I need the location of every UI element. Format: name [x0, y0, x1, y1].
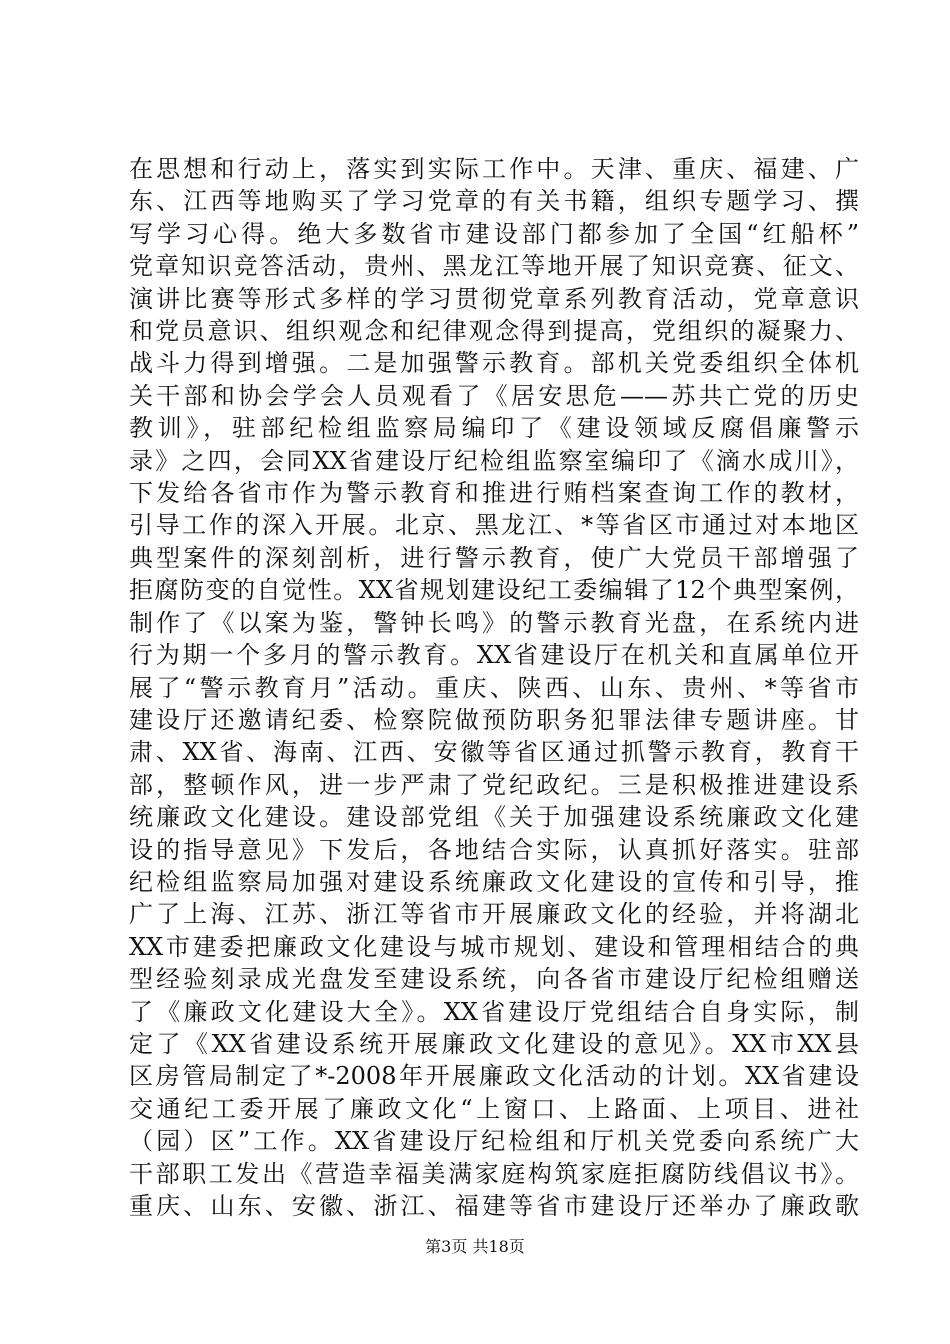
text-line: 拒腐防变的自觉性。XX省规划建设纪工委编辑了12个典型案例， — [129, 576, 859, 605]
text-line: 展了“警示教育月”活动。重庆、陕西、山东、贵州、*等省市 — [129, 673, 859, 702]
text-line: 型经验刻录成光盘发至建设系统，向各省市建设厅纪检组赠送 — [129, 965, 859, 994]
text-line: 了《廉政文化建设大全》。XX省建设厅党组结合自身实际，制 — [129, 997, 859, 1026]
text-line: 下发给各省市作为警示教育和推进行贿档案查询工作的教材， — [129, 479, 859, 508]
text-line: 典型案件的深刻剖析，进行警示教育，使广大党员干部增强了 — [129, 543, 859, 572]
text-line: 党章知识竞答活动，贵州、黑龙江等地开展了知识竞赛、征文、 — [129, 252, 859, 281]
text-line: 设的指导意见》下发后，各地结合实际，认真抓好落实。驻部 — [129, 835, 859, 864]
text-line: 引导工作的深入开展。北京、黑龙江、*等省区市通过对本地区 — [129, 511, 859, 540]
text-line: 演讲比赛等形式多样的学习贯彻党章系列教育活动，党章意识 — [129, 284, 859, 313]
text-line: XX市建委把廉政文化建设与城市规划、建设和管理相结合的典 — [129, 932, 859, 961]
text-line: 写学习心得。绝大多数省市建设部门都参加了全国“红船杯” — [129, 219, 859, 248]
text-line: 关干部和协会学会人员观看了《居安思危——苏共亡党的历史 — [129, 381, 859, 410]
text-line: 和党员意识、组织观念和纪律观念得到提高，党组织的凝聚力、 — [129, 317, 859, 346]
text-line: 纪检组监察局加强对建设系统廉政文化建设的宣传和引导，推 — [129, 867, 859, 896]
text-line: 东、江西等地购买了学习党章的有关书籍，组织专题学习、撰 — [129, 187, 859, 216]
text-line: 建设厅还邀请纪委、检察院做预防职务犯罪法律专题讲座。甘 — [129, 705, 859, 734]
page-footer: 第3页 共18页 — [425, 1237, 525, 1256]
text-line: 部，整顿作风，进一步严肃了党纪政纪。三是积极推进建设系 — [129, 770, 859, 799]
text-line: 重庆、山东、安徽、浙江、福建等省市建设厅还举办了廉政歌 — [129, 1192, 859, 1220]
text-line: 战斗力得到增强。二是加强警示教育。部机关党委组织全体机 — [129, 349, 859, 378]
text-line: 在思想和行动上，落实到实际工作中。天津、重庆、福建、广 — [129, 155, 859, 183]
text-line: 制作了《以案为鉴，警钟长鸣》的警示教育光盘，在系统内进 — [129, 608, 859, 637]
body-paragraph — [129, 153, 859, 1222]
text-line: 行为期一个多月的警示教育。XX省建设厅在机关和直属单位开 — [129, 641, 859, 670]
text-line: 交通纪工委开展了廉政文化“上窗口、上路面、上项目、进社 — [129, 1094, 859, 1123]
text-line: 肃、XX省、海南、江西、安徽等省区通过抓警示教育，教育干 — [129, 738, 859, 767]
text-line: 干部职工发出《营造幸福美满家庭构筑家庭拒腐防线倡议书》。 — [129, 1159, 859, 1188]
text-line: 统廉政文化建设。建设部党组《关于加强建设系统廉政文化建 — [129, 803, 859, 832]
text-line: 广了上海、江苏、浙江等省市开展廉政文化的经验，并将湖北 — [129, 900, 859, 929]
text-line: 定了《XX省建设系统开展廉政文化建设的意见》。XX市XX县 — [129, 1029, 859, 1058]
text-line: （园）区”工作。XX省建设厅纪检组和厅机关党委向系统广大 — [129, 1127, 859, 1156]
text-line: 录》之四，会同XX省建设厅纪检组监察室编印了《滴水成川》， — [129, 446, 859, 475]
text-line: 教训》，驻部纪检组监察局编印了《建设领域反腐倡廉警示 — [129, 414, 859, 443]
text-line: 区房管局制定了*-2008年开展廉政文化活动的计划。XX省建设 — [129, 1062, 859, 1091]
